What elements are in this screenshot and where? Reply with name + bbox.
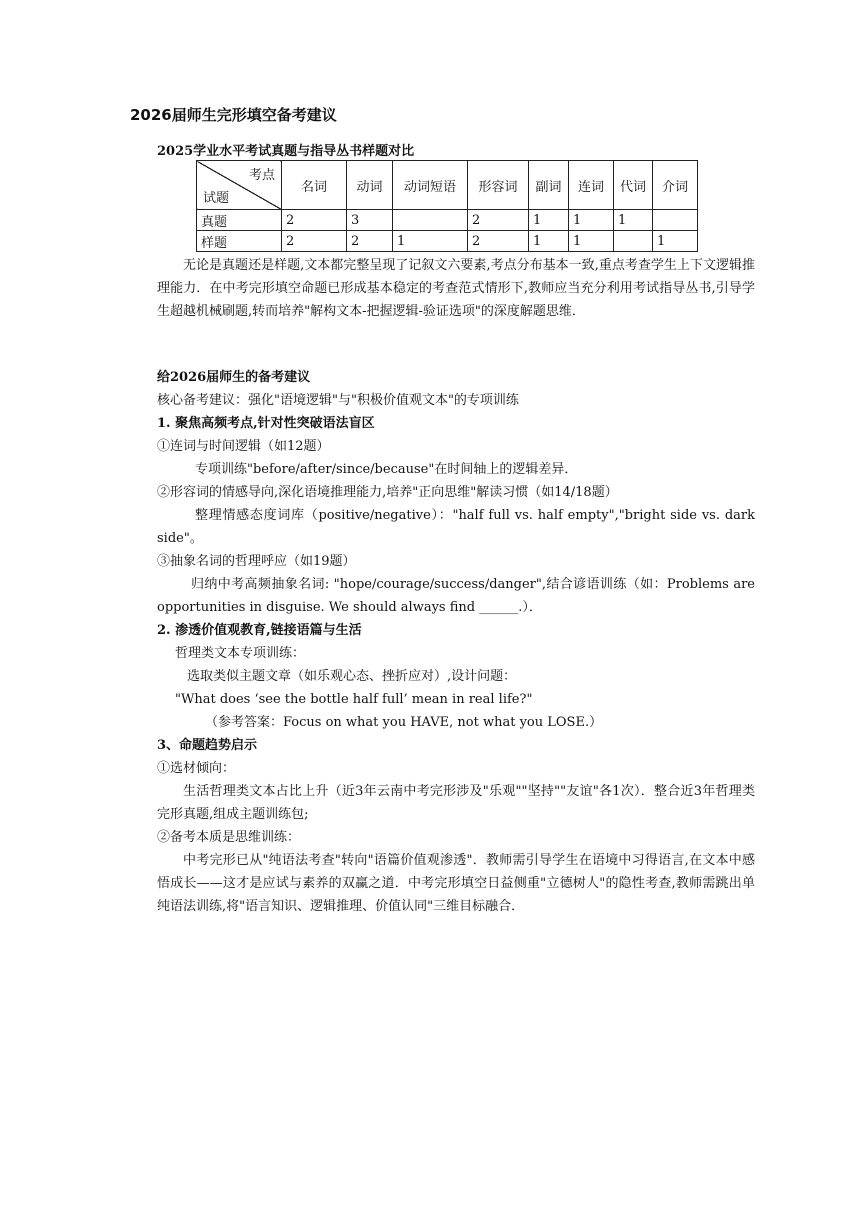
section-1-heading: 1. 聚焦高频考点,针对性突破语法盲区 [157, 416, 375, 431]
table-corner-cell [197, 161, 282, 210]
section-2-line-4: （参考答案：Focus on what you HAVE, not what you LOSE.） [205, 715, 603, 730]
section-2-line-2: 选取类似主题文章（如乐观心态、挫折应对）,设计问题： [187, 669, 517, 684]
table-cell: 1 [529, 231, 569, 252]
table-cell [614, 231, 653, 252]
section-3-item-1: ①选材倾向： [157, 761, 236, 776]
comparison-table [196, 160, 698, 252]
section-3-item-1-detail: 生活哲理类文本占比上升（近3年云南中考完形涉及"乐观""坚持""友谊"各1次）．整合近3年哲理类完形真题,组成主题训练包; [157, 784, 755, 822]
table-row [197, 210, 698, 231]
column-header: 副词 [529, 161, 569, 210]
advice-section [157, 366, 755, 918]
section-1-item-2-detail: 整理情感态度词库（positive/negative）："half full vs. half empty","bright side vs. dark side"。 [157, 508, 755, 546]
section-2-line-3: "What does ‘see the bottle half full’ mean in real life?" [175, 692, 533, 707]
column-header: 形容词 [468, 161, 529, 210]
table-cell: 1 [653, 231, 698, 252]
section-1-item-1: ①连词与时间逻辑（如12题） [157, 439, 330, 454]
section-3-item-2: ②备考本质是思维训练： [157, 830, 301, 845]
summary-paragraph: 无论是真题还是样题,文本都完整呈现了记叙文六要素,考点分布基本一致,重点考查学生上下文逻辑推理能力．在中考完形填空命题已形成基本稳定的考查范式情形下,教师应当充分利用考试指导丛书,引导学生超越机械刷题,转而培养"解构文本-把握逻辑-验证选项"的深度解题思维． [157, 258, 755, 319]
table-cell: 1 [614, 210, 653, 231]
table-cell [653, 210, 698, 231]
column-header: 连词 [569, 161, 614, 210]
table-cell: 1 [569, 231, 614, 252]
table-row [197, 231, 698, 252]
section-1-item-3-detail: 归纳中考高频抽象名词: "hope/courage/success/danger",结合谚语训练（如：Problems are opportunities in disguise. We should always find ______.）． [157, 577, 755, 615]
document-title: 2026届师生完形填空备考建议 [130, 106, 337, 124]
table-title: 2025学业水平考试真题与指导丛书样题对比 [157, 144, 415, 159]
column-header: 名词 [282, 161, 347, 210]
section-3-item-2-detail: 中考完形已从"纯语法考查"转向"语篇价值观渗透"．教师需引导学生在语境中习得语言,在文本中感悟成长——这才是应试与素养的双赢之道．中考完形填空日益侧重"立德树人"的隐性考查,教师需跳出单纯语法训练,将"语言知识、逻辑推理、价值认同"三维目标融合． [157, 853, 755, 914]
table-cell: 2 [468, 231, 529, 252]
table-cell: 1 [393, 231, 468, 252]
corner-label-top: 考点 [248, 168, 275, 183]
section-1-item-1-detail: 专项训练"before/after/since/because"在时间轴上的逻辑差异． [195, 462, 578, 477]
section-1-item-2: ②形容词的情感导向,深化语境推理能力,培养"正向思维"解读习惯（如14/18题） [157, 485, 618, 500]
row-label: 样题 [197, 231, 282, 252]
table-cell: 1 [529, 210, 569, 231]
table-cell: 2 [282, 231, 347, 252]
table-cell: 2 [468, 210, 529, 231]
table-header-row [197, 161, 698, 210]
column-header: 介词 [653, 161, 698, 210]
corner-label-bottom: 试题 [203, 191, 230, 206]
row-label: 真题 [197, 210, 282, 231]
core-advice: 核心备考建议：强化"语境逻辑"与"积极价值观文本"的专项训练 [157, 393, 519, 408]
section-2-line-1: 哲理类文本专项训练： [175, 646, 306, 661]
table-cell: 2 [282, 210, 347, 231]
section-3-heading: 3、命题趋势启示 [157, 738, 258, 753]
section-2-heading: 2. 渗透价值观教育,链接语篇与生活 [157, 623, 362, 638]
table-cell: 3 [347, 210, 393, 231]
summary-section [157, 254, 755, 323]
column-header: 代词 [614, 161, 653, 210]
column-header: 动词短语 [393, 161, 468, 210]
advice-heading: 给2026届师生的备考建议 [157, 370, 311, 385]
table-cell: 2 [347, 231, 393, 252]
section-1-item-3: ③抽象名词的哲理呼应（如19题） [157, 554, 356, 569]
table-cell [393, 210, 468, 231]
table-cell: 1 [569, 210, 614, 231]
column-header: 动词 [347, 161, 393, 210]
